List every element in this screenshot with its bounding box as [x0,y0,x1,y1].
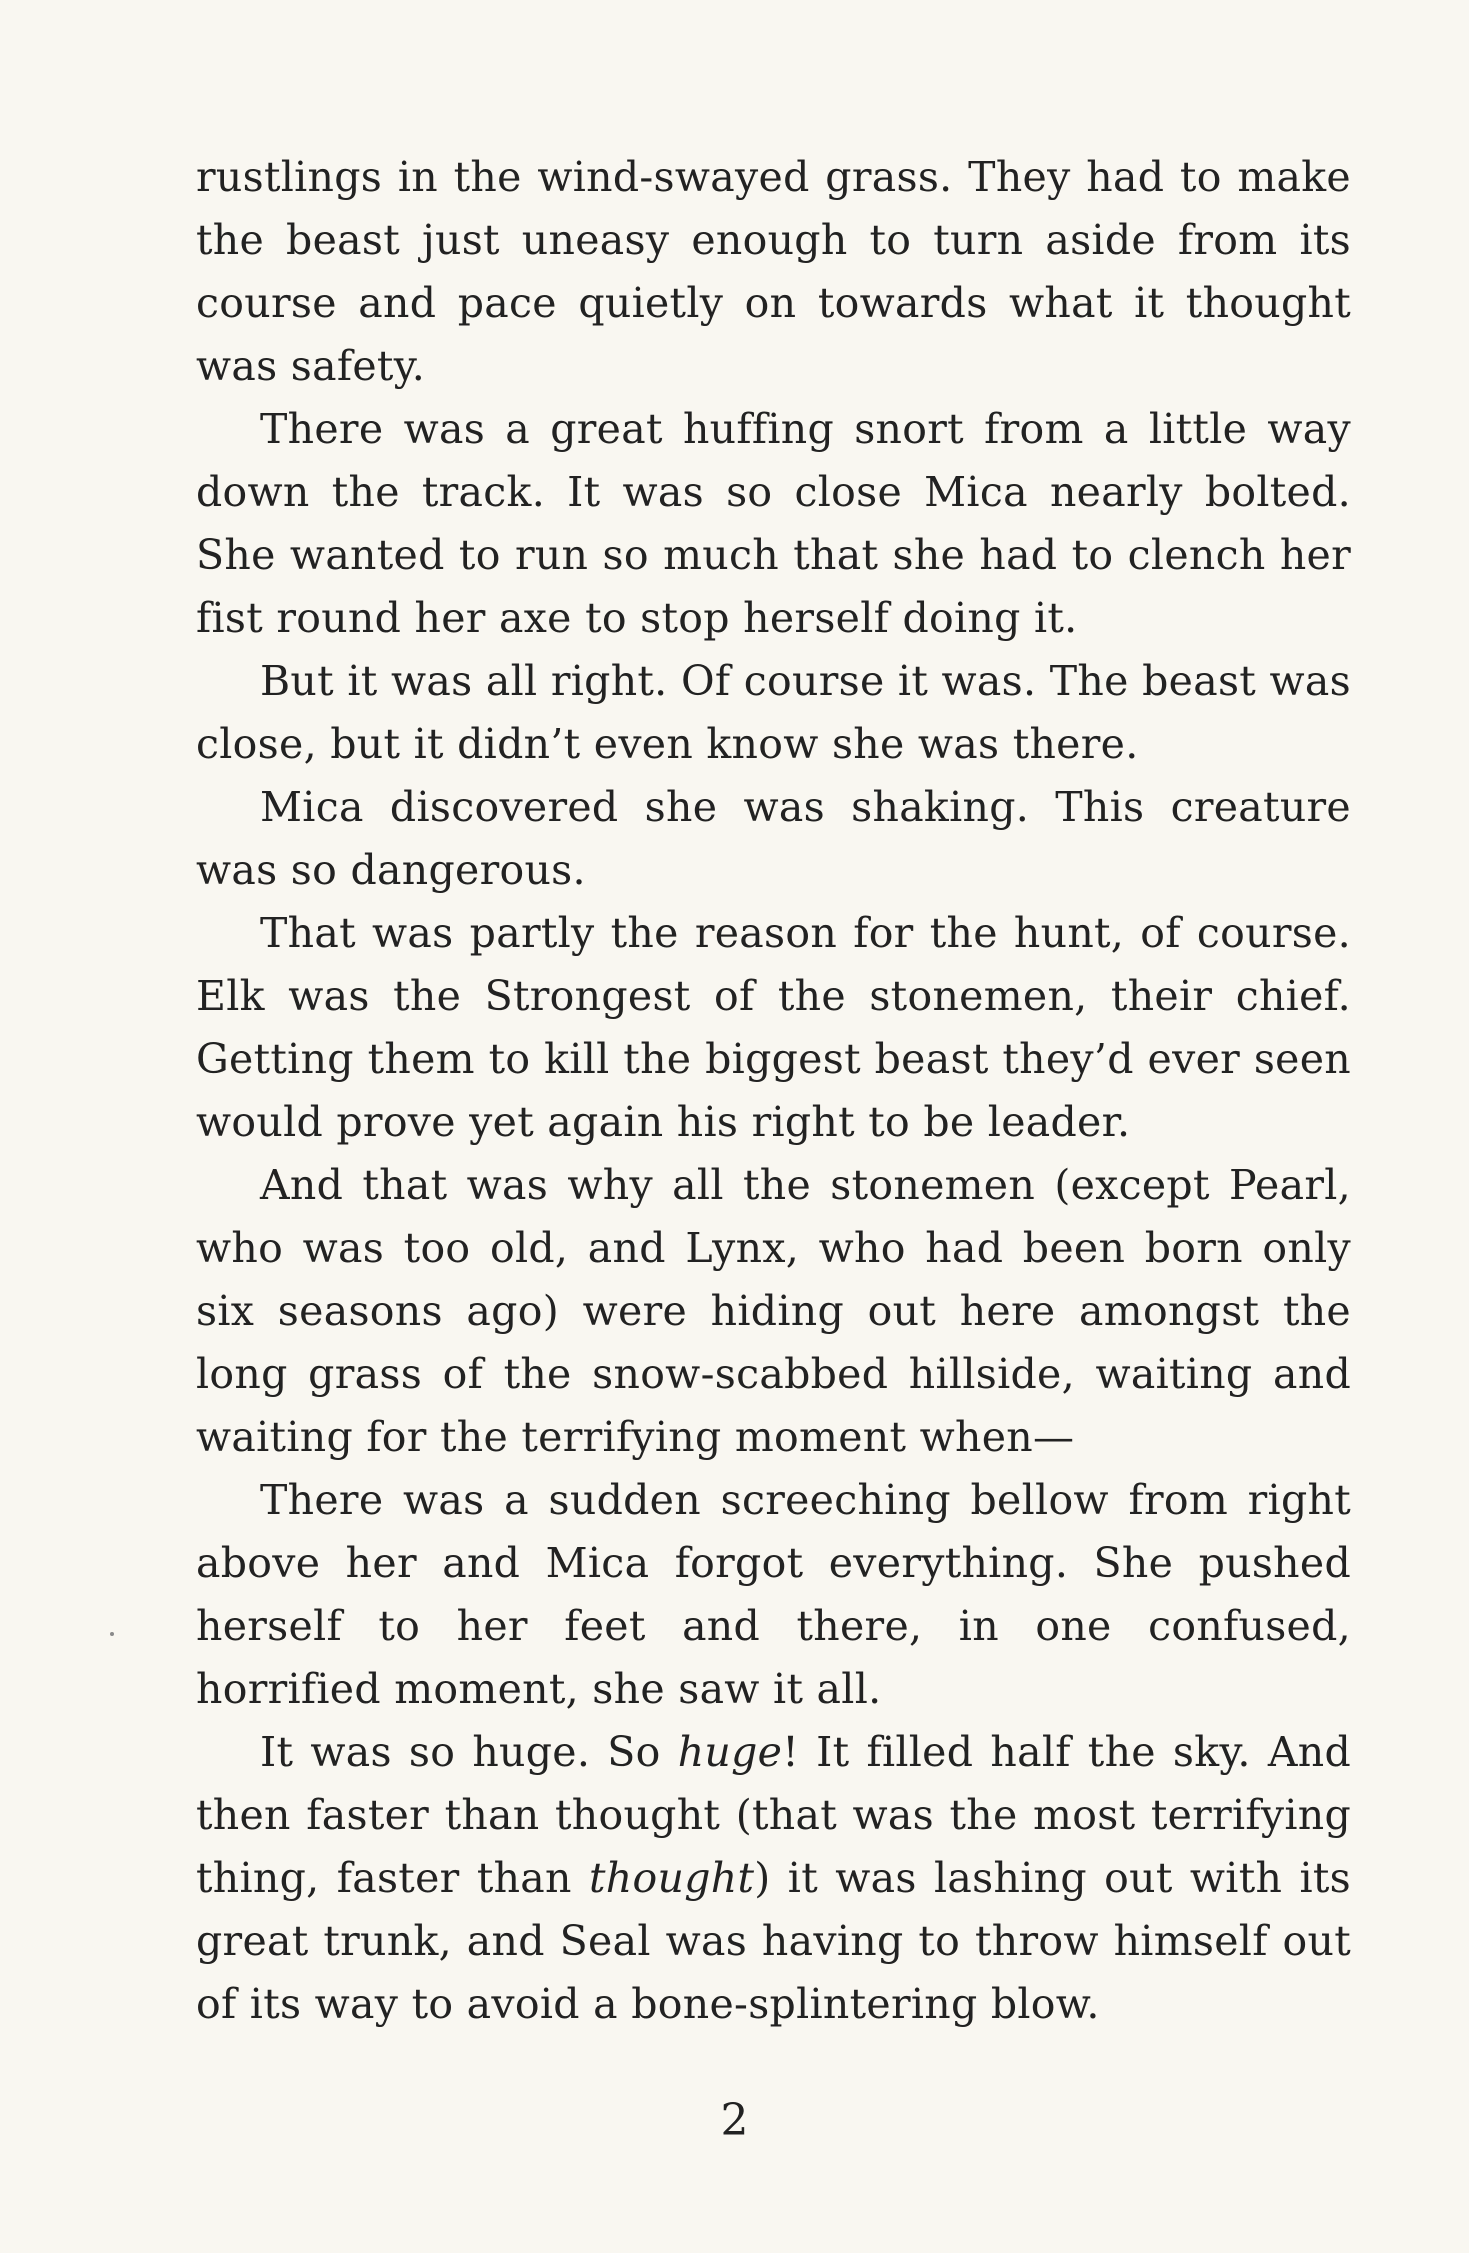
paragraph [196,902,1351,1154]
paragraph [196,1469,1351,1721]
text-segment: There was a great huffing snort from a little way down the track. It was so close Mica nearly bolted. She wanted to run so much that she had to clench her fist round her axe to stop herself doing it. [196,405,1351,642]
paragraph [196,650,1351,776]
text-segment: And that was why all the stonemen (except Pearl, who was too old, and Lynx, who had been born only six seasons ago) were hiding out here amongst the long grass of the snow-scabbed hillside, waiting and waiting for the terrifying moment when— [196,1161,1351,1461]
text-segment: ) it was lashing out with its great trunk, and Seal was having to throw himself out of its way to avoid a bone-splintering blow. [196,1854,1351,2028]
body-text [196,146,1351,2036]
paragraph [196,146,1351,398]
paragraph [196,1721,1351,2036]
text-segment: ! It filled half the sky. And then faster than thought (that was the most terrifying thing, faster than [196,1728,1351,1902]
paragraph [196,776,1351,902]
text-segment: It was so huge. So [260,1728,678,1776]
italic-segment: thought [589,1854,755,1902]
italic-segment: huge [677,1728,783,1776]
paper-speck [110,1632,114,1636]
text-segment: That was partly the reason for the hunt, of course. Elk was the Strongest of the stonemen, their chief. Getting them to kill the biggest beast they’d ever seen would prove yet again his right to be leader. [196,909,1351,1146]
text-segment: Mica discovered she was shaking. This creature was so dangerous. [196,783,1351,894]
paragraph [196,398,1351,650]
text-segment: But it was all right. Of course it was. The beast was close, but it didn’t even know she was there. [196,657,1351,768]
paragraph [196,1154,1351,1469]
text-segment: rustlings in the wind-swayed grass. They had to make the beast just uneasy enough to turn aside from its course and pace quietly on towards what it thought was safety. [196,153,1351,390]
text-segment: There was a sudden screeching bellow from right above her and Mica forgot everything. She pushed herself to her feet and there, in one confused, horrified moment, she saw it all. [196,1476,1351,1713]
page-number: 2 [720,2095,749,2146]
